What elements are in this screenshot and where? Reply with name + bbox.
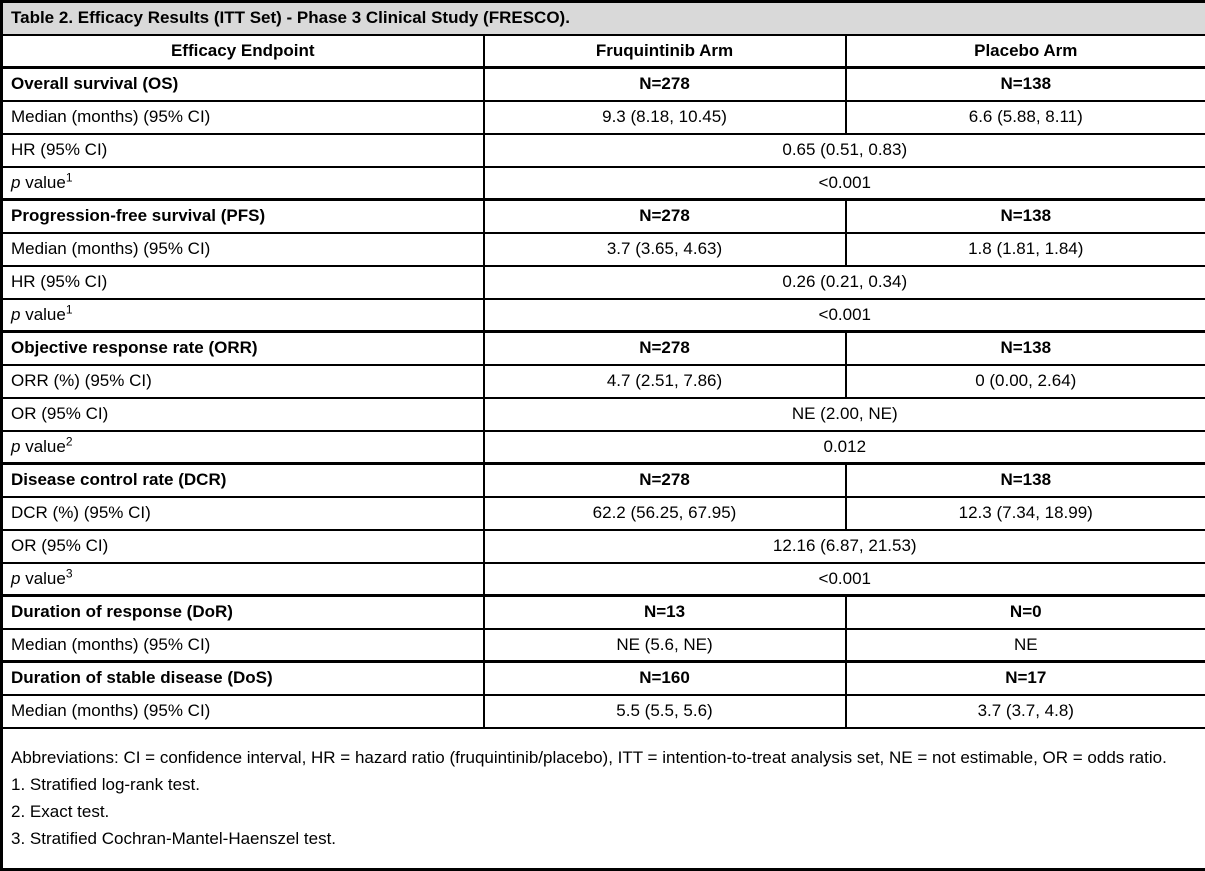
- footnotes: [2, 728, 1205, 870]
- table-row: [2, 233, 1205, 266]
- value-cell: 62.2 (56.25, 67.95): [484, 497, 846, 530]
- value-cell-merged: 0.012: [484, 431, 1205, 464]
- sample-size-cell: N=17: [846, 662, 1205, 695]
- endpoint-label: Median (months) (95% CI): [2, 629, 484, 662]
- sample-size-cell: N=0: [846, 596, 1205, 629]
- section-row-dcr: [2, 464, 1205, 497]
- table-row: [2, 365, 1205, 398]
- section-row-dos: [2, 662, 1205, 695]
- footnote-2: 2. Exact test.: [11, 802, 110, 822]
- value-cell: 12.3 (7.34, 18.99): [846, 497, 1205, 530]
- endpoint-label: Median (months) (95% CI): [2, 101, 484, 134]
- table-row: [2, 266, 1205, 299]
- value-cell: 3.7 (3.65, 4.63): [484, 233, 846, 266]
- sample-size-cell: N=278: [484, 68, 846, 101]
- table-row: [2, 299, 1205, 332]
- sample-size-cell: N=138: [846, 332, 1205, 365]
- endpoint-label: OR (95% CI): [2, 530, 484, 563]
- endpoint-label: HR (95% CI): [2, 134, 484, 167]
- section-label: Overall survival (OS): [2, 68, 484, 101]
- table-row: [2, 563, 1205, 596]
- column-header-placebo-arm: Placebo Arm: [846, 35, 1205, 68]
- section-label: Duration of stable disease (DoS): [2, 662, 484, 695]
- value-cell: NE: [846, 629, 1205, 662]
- endpoint-label: HR (95% CI): [2, 266, 484, 299]
- section-row-os: [2, 68, 1205, 101]
- value-cell-merged: 0.65 (0.51, 0.83): [484, 134, 1205, 167]
- value-cell: NE (5.6, NE): [484, 629, 846, 662]
- footnote-1: 1. Stratified log-rank test.: [11, 775, 200, 795]
- table-row: [2, 695, 1205, 728]
- value-cell: 1.8 (1.81, 1.84): [846, 233, 1205, 266]
- column-header-fruquintinib-arm: Fruquintinib Arm: [484, 35, 846, 68]
- endpoint-label: ORR (%) (95% CI): [2, 365, 484, 398]
- value-cell: 9.3 (8.18, 10.45): [484, 101, 846, 134]
- table-row: [2, 101, 1205, 134]
- sample-size-cell: N=138: [846, 200, 1205, 233]
- endpoint-label-p-value: p value$^1$: [2, 167, 484, 200]
- endpoint-label: DCR (%) (95% CI): [2, 497, 484, 530]
- section-row-orr: [2, 332, 1205, 365]
- value-cell: 5.5 (5.5, 5.6): [484, 695, 846, 728]
- table-row: [2, 497, 1205, 530]
- endpoint-label: Median (months) (95% CI): [2, 695, 484, 728]
- value-cell: 4.7 (2.51, 7.86): [484, 365, 846, 398]
- value-cell-merged: <0.001: [484, 299, 1205, 332]
- abbreviations-note: Abbreviations: CI = confidence interval, HR = hazard ratio (fruquintinib/placebo), ITT = intention-to-treat analysis set, NE = not estimable, OR = odds ratio.: [11, 748, 1167, 768]
- section-label: Duration of response (DoR): [2, 596, 484, 629]
- value-cell-merged: NE (2.00, NE): [484, 398, 1205, 431]
- value-cell-merged: 0.26 (0.21, 0.34): [484, 266, 1205, 299]
- value-cell: 3.7 (3.7, 4.8): [846, 695, 1205, 728]
- endpoint-label-p-value: p value$^3$: [2, 563, 484, 596]
- footnotes-row: [2, 728, 1205, 870]
- value-cell-merged: <0.001: [484, 563, 1205, 596]
- table-row: [2, 398, 1205, 431]
- table-row: [2, 629, 1205, 662]
- endpoint-label: Median (months) (95% CI): [2, 233, 484, 266]
- table-title-row: [2, 2, 1205, 35]
- column-header-row: [2, 35, 1205, 68]
- section-label: Progression-free survival (PFS): [2, 200, 484, 233]
- table-row: [2, 431, 1205, 464]
- section-label: Disease control rate (DCR): [2, 464, 484, 497]
- footnote-3: 3. Stratified Cochran-Mantel-Haenszel test.: [11, 829, 337, 849]
- value-cell: 0 (0.00, 2.64): [846, 365, 1205, 398]
- value-cell: 6.6 (5.88, 8.11): [846, 101, 1205, 134]
- table-row: [2, 167, 1205, 200]
- section-row-pfs: [2, 200, 1205, 233]
- sample-size-cell: N=13: [484, 596, 846, 629]
- table-row: [2, 134, 1205, 167]
- endpoint-label-p-value: p value$^1$: [2, 299, 484, 332]
- value-cell-merged: 12.16 (6.87, 21.53): [484, 530, 1205, 563]
- sample-size-cell: N=278: [484, 332, 846, 365]
- endpoint-label: OR (95% CI): [2, 398, 484, 431]
- table-title: Table 2. Efficacy Results (ITT Set) - Phase 3 Clinical Study (FRESCO).: [2, 2, 1205, 35]
- section-label: Objective response rate (ORR): [2, 332, 484, 365]
- sample-size-cell: N=278: [484, 200, 846, 233]
- sample-size-cell: N=160: [484, 662, 846, 695]
- value-cell-merged: <0.001: [484, 167, 1205, 200]
- endpoint-label-p-value: p value$^2$: [2, 431, 484, 464]
- table-row: [2, 530, 1205, 563]
- sample-size-cell: N=138: [846, 464, 1205, 497]
- column-header-endpoint: Efficacy Endpoint: [2, 35, 484, 68]
- sample-size-cell: N=278: [484, 464, 846, 497]
- sample-size-cell: N=138: [846, 68, 1205, 101]
- section-row-dor: [2, 596, 1205, 629]
